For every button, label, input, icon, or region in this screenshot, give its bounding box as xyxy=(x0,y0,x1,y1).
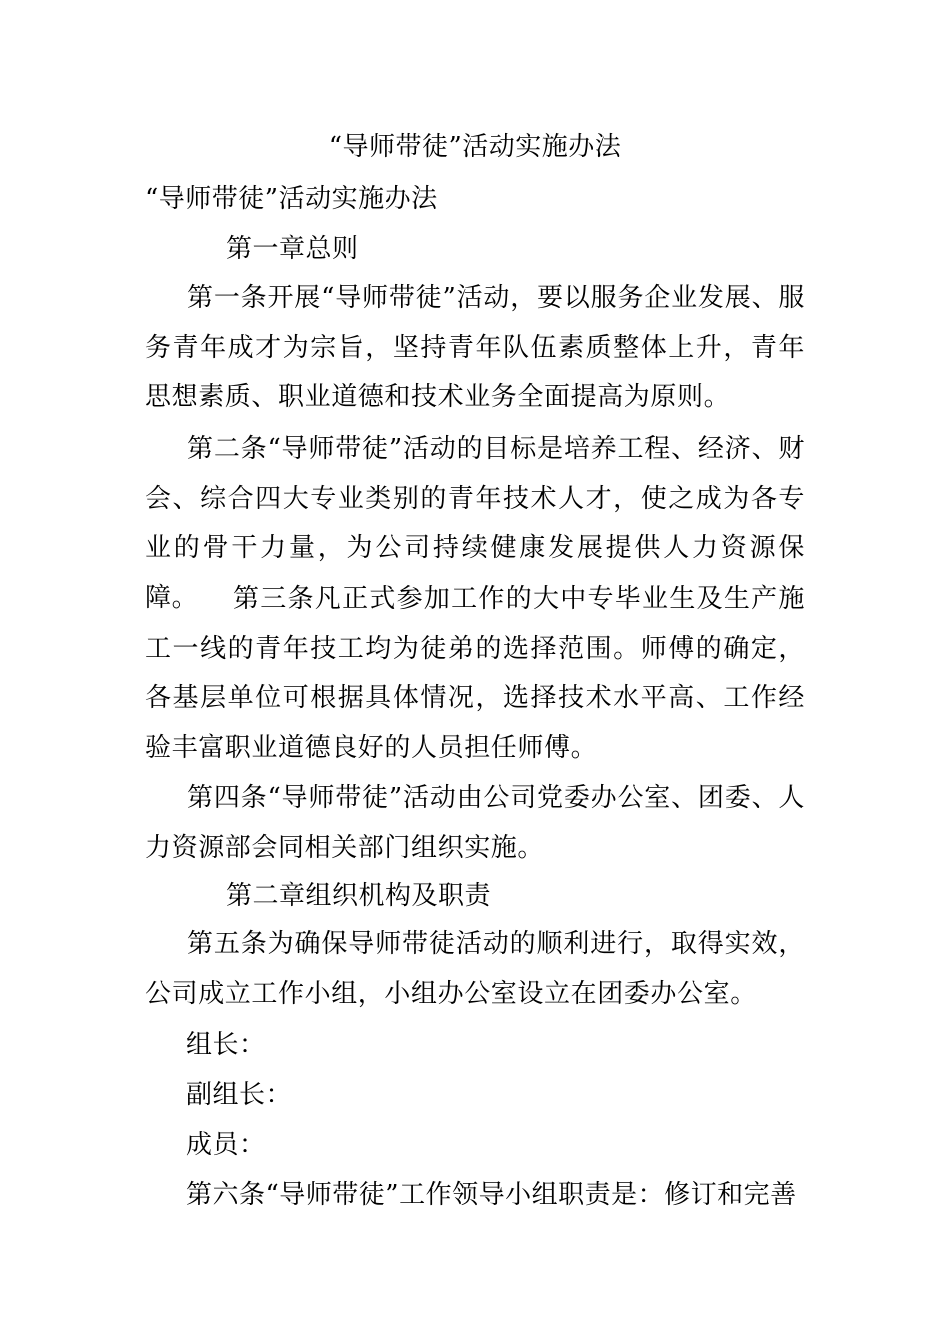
chapter-1-heading: 第一章总则 xyxy=(226,234,359,264)
article-3: 第三条凡正式参加工作的大中专毕业生及生产施工一线的青年技工均为徒弟的选择范围。师傅的确定，各基层单位可根据具体情况，选择技术水平高、工作经验丰富职业道德良好的人员担任师傅。 xyxy=(145,584,805,763)
article-2: 第二条“导师带徒”活动的目标是培养工程、经济、财会、综合四大专业类别的青年技术人才，使之成为各专业的骨干力量，为公司持续健康发展提供人力资源保障。 xyxy=(145,434,805,613)
article-6: 第六条“导师带徒”工作领导小组职责是：修订和完善 xyxy=(186,1180,797,1210)
article-5: 第五条为确保导师带徒活动的顺利进行，取得实效，公司成立工作小组，小组办公室设立在团委办公室。 xyxy=(145,929,805,1009)
vice-leader-label: 副组长： xyxy=(186,1080,293,1110)
chapter-2-heading: 第二章组织机构及职责 xyxy=(226,881,492,911)
members-label: 成员： xyxy=(186,1130,266,1160)
leader-label: 组长： xyxy=(186,1030,266,1060)
article-4: 第四条“导师带徒”活动由公司党委办公室、团委、人力资源部会同相关部门组织实施。 xyxy=(145,783,805,863)
article-1: 第一条开展“导师带徒”活动，要以服务企业发展、服务青年成才为宗旨，坚持青年队伍素质整体上升，青年思想素质、职业道德和技术业务全面提高为原则。 xyxy=(145,283,805,412)
document-title: “导师带徒”活动实施办法 xyxy=(328,132,622,162)
document-subtitle: “导师带徒”活动实施办法 xyxy=(145,184,438,214)
